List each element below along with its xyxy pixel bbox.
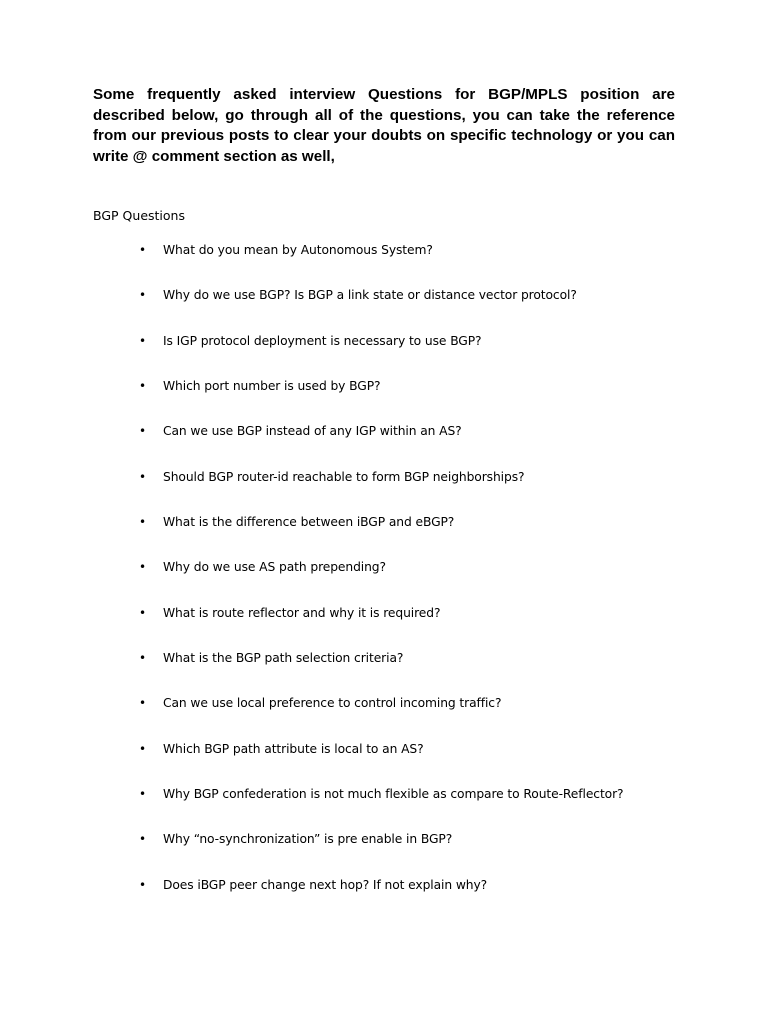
list-item <box>0 784 768 829</box>
list-item <box>0 512 768 557</box>
question-text: Does iBGP peer change next hop? If not explain why? <box>163 877 488 892</box>
question-text: What is the BGP path selection criteria? <box>163 651 404 666</box>
bullet-icon: • <box>139 605 147 620</box>
list-item <box>0 331 768 376</box>
bullet-icon: • <box>139 651 147 666</box>
list-item <box>0 693 768 738</box>
question-text: Which port number is used by BGP? <box>163 379 381 394</box>
question-text: Which BGP path attribute is local to an AS? <box>163 741 424 756</box>
question-text: Can we use local preference to control incoming traffic? <box>163 696 502 711</box>
question-text: Should BGP router-id reachable to form BGP neighborships? <box>163 469 525 484</box>
question-text: What is route reflector and why it is required? <box>163 605 441 620</box>
intro-paragraph: Some frequently asked interview Questions for BGP/MPLS position are described below, go through all of the questions, you can take the reference from our previous posts to clear your doubts on specific technology or you can write @ comment section as well, <box>93 86 675 165</box>
list-item <box>0 285 768 330</box>
bullet-icon: • <box>139 877 147 892</box>
bullet-icon: • <box>139 288 147 303</box>
question-text: Why do we use BGP? Is BGP a link state or distance vector protocol? <box>163 288 577 303</box>
bullet-icon: • <box>139 787 147 802</box>
bullet-icon: • <box>139 515 147 530</box>
question-text: Why “no-synchronization” is pre enable in BGP? <box>163 832 453 847</box>
bullet-icon: • <box>139 333 147 348</box>
section-heading: BGP Questions <box>93 208 185 223</box>
list-item <box>0 467 768 512</box>
question-text: What is the difference between iBGP and eBGP? <box>163 515 455 530</box>
list-item <box>0 603 768 648</box>
question-text: Is IGP protocol deployment is necessary to use BGP? <box>163 333 482 348</box>
bullet-icon: • <box>139 379 147 394</box>
list-item <box>0 557 768 602</box>
question-list <box>0 240 768 920</box>
bullet-icon: • <box>139 741 147 756</box>
bullet-icon: • <box>139 696 147 711</box>
bullet-icon: • <box>139 469 147 484</box>
list-item <box>0 648 768 693</box>
list-item <box>0 240 768 285</box>
question-text: Why do we use AS path prepending? <box>163 560 386 575</box>
list-item <box>0 829 768 874</box>
bullet-icon: • <box>139 243 147 257</box>
list-item <box>0 739 768 784</box>
list-item <box>0 376 768 421</box>
question-text: Why BGP confederation is not much flexible as compare to Route-Reflector? <box>163 787 624 802</box>
question-text: Can we use BGP instead of any IGP within an AS? <box>163 424 462 439</box>
list-item <box>0 875 768 920</box>
bullet-icon: • <box>139 832 147 847</box>
bullet-icon: • <box>139 560 147 575</box>
bullet-icon: • <box>139 424 147 439</box>
question-text: What do you mean by Autonomous System? <box>163 243 433 257</box>
list-item <box>0 421 768 466</box>
